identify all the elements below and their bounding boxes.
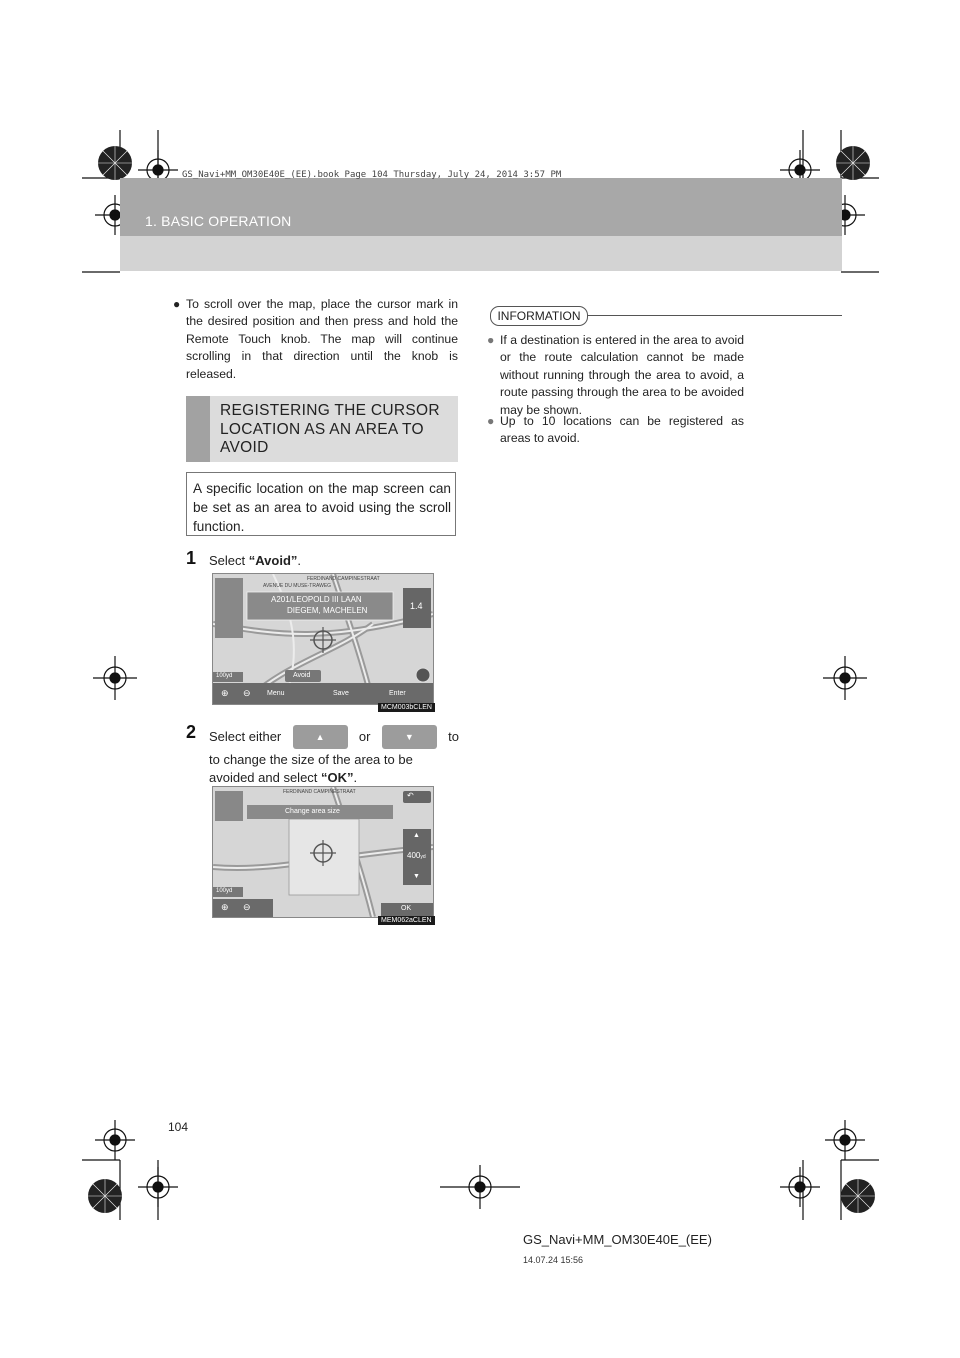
footer-doc-name: GS_Navi+MM_OM30E40E_(EE)	[523, 1232, 712, 1247]
size-value-readout	[407, 851, 426, 860]
scroll-instruction-text: To scroll over the map, place the cursor mark in the desired position and then press and hold the Remote Touch knob. The map will continue scrolling in that direction until the knob is released.	[186, 297, 458, 381]
change-area-title: Change area size	[285, 808, 340, 815]
street-top-label-2: AVENUE DU MUSE-TRAWEG	[263, 583, 332, 589]
zoom-out-icon[interactable]: ⊖	[243, 688, 251, 698]
street-top-label: FERDINAND CAMPINESTRAAT	[307, 576, 380, 582]
step-2-suffix: .	[353, 770, 358, 785]
step-2-text	[209, 725, 459, 787]
step-2-to: to	[448, 729, 459, 744]
bullet-dot-icon: ●	[173, 297, 181, 311]
enter-button[interactable]: Enter	[389, 690, 406, 697]
triangle-down-icon: ▼	[404, 732, 414, 742]
image-code-2: MEM062aCLEN	[378, 916, 435, 925]
info-item-2	[487, 413, 744, 448]
step-2-part2: to change the size of the area to be avoided and select	[209, 752, 413, 785]
street-top-label-2: FERDINAND CAMPINESTRAAT	[283, 789, 356, 795]
distance-readout: 1.4	[410, 601, 423, 611]
size-down-button	[382, 725, 437, 749]
step-2-part1: Select either	[209, 729, 282, 744]
footer-date-stamp: 14.07.24 15:56	[523, 1255, 584, 1265]
size-up-screen-button[interactable]: ▲	[413, 832, 420, 839]
ok-button[interactable]: OK	[401, 905, 412, 912]
section-title: 1. BASIC OPERATION	[145, 213, 292, 229]
step-2-number: 2	[186, 722, 197, 742]
map-graphic-2	[213, 787, 433, 917]
avoid-button[interactable]: Avoid	[293, 672, 311, 679]
info-item-2-text: Up to 10 locations can be registered as areas to avoid.	[500, 414, 744, 446]
banner-line-2: DIEGEM, MACHELEN	[287, 606, 368, 615]
step-2-quoted: “OK”	[321, 770, 354, 785]
info-tab: INFORMATION	[490, 306, 588, 326]
scroll-instruction-paragraph	[173, 296, 458, 383]
step-2-or: or	[358, 729, 371, 744]
scale-label: 100yd	[216, 673, 233, 679]
step-1-quoted: “Avoid”	[248, 553, 298, 568]
zoom-in-icon-2[interactable]: ⊕	[221, 902, 229, 912]
page-number: 104	[168, 1120, 189, 1134]
scale-label-2: 100yd	[216, 888, 233, 894]
size-up-button	[293, 725, 348, 749]
heading-accent-bar	[186, 396, 210, 462]
step-1-text	[209, 552, 301, 570]
section-heading-box	[186, 396, 458, 462]
save-button[interactable]: Save	[333, 690, 349, 697]
menu-button[interactable]: Menu	[267, 690, 285, 697]
step-1-suffix: .	[297, 553, 302, 568]
bullet-dot-icon: ●	[487, 333, 495, 347]
step-1-number: 1	[186, 548, 197, 568]
image-code-1: MCM003bCLEN	[378, 703, 435, 712]
size-value: 400	[407, 851, 421, 860]
size-unit: yd	[420, 854, 426, 860]
info-item-1-text: If a destination is entered in the area to avoid or the route calculation cannot be made without running through the area to avoid, a route passing through the area to be avoided may be shown.	[500, 333, 744, 417]
nav-screen-avoid	[212, 573, 434, 705]
book-info-stamp: GS_Navi+MM_OM30E40E_(EE).book Page 104 Thursday, July 24, 2014 3:57 PM	[182, 170, 562, 180]
nav-screen-change-area	[212, 786, 434, 918]
step-1-prefix: Select	[209, 553, 249, 568]
size-down-screen-button[interactable]: ▼	[413, 873, 420, 880]
zoom-out-icon-2[interactable]: ⊖	[243, 902, 251, 912]
bullet-dot-icon: ●	[487, 414, 495, 428]
info-item-1	[487, 332, 744, 419]
map-graphic	[213, 574, 433, 704]
section-heading: REGISTERING THE CURSOR LOCATION AS AN AREA TO AVOID	[220, 402, 440, 456]
triangle-up-icon: ▲	[315, 732, 325, 742]
back-icon[interactable]: ↶	[407, 791, 414, 800]
banner-line-1: A201/LEOPOLD III LAAN	[271, 595, 362, 604]
intro-box: A specific location on the map screen can be set as an area to avoid using the scroll function.	[186, 472, 456, 536]
zoom-in-icon[interactable]: ⊕	[221, 688, 229, 698]
